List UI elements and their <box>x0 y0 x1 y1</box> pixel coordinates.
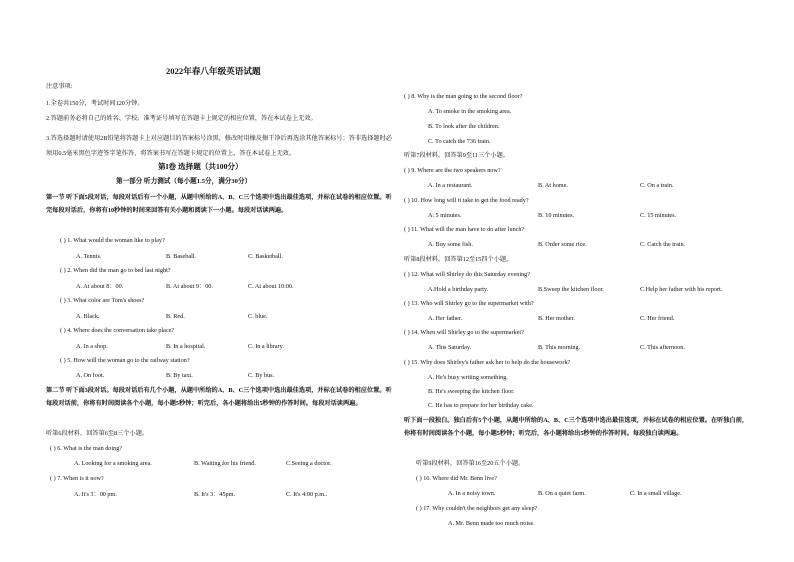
question-1: ( ) 1. What would the woman like to play? <box>60 237 165 244</box>
question-15: ( ) 15. Why does Shirley's father ask her to help do the housework? <box>404 359 571 366</box>
question-2: ( ) 2. When did the man go to bed last night? <box>60 267 171 274</box>
q10-option-c: C. 15 minutes. <box>640 212 677 219</box>
question-17: ( ) 17. Why couldn't the neighbors get any sleep? <box>416 505 538 512</box>
q15-option-b: B. He's sweeping the kitchen floor. <box>428 388 515 395</box>
question-9: ( ) 9. Where are the two speakers now? <box>404 167 501 174</box>
q10-option-b: B. 10 minutes. <box>538 212 575 219</box>
question-10: ( ) 10. How long will it take to get the food ready? <box>404 197 529 204</box>
q4-option-c: C. In a library. <box>248 343 284 350</box>
q1-option-a: A. Tennis. <box>76 253 102 260</box>
section2-instructions: 第二节 听下面3段对话。每段对话后有几个小题，从题中所给的A、B、C三个选项中选出最佳选项，并标在试卷的相应位置。听每段对话前，你将有时间阅读各个小题，每小题5秒钟；听完后，各小题将给出5秒钟的作答时间。每段对话读两遍。 <box>46 387 392 407</box>
q6-option-a: A. Looking for a smoking area. <box>74 460 152 467</box>
q9-option-c: C. On a train. <box>640 182 674 189</box>
q3-option-a: A. Black. <box>76 313 100 320</box>
question-4: ( ) 4. Where does the conversation take place? <box>60 327 175 334</box>
question-13: ( ) 13. Who will Shirley go to the supermarket with? <box>404 300 534 307</box>
q16-option-c: C. In a small village. <box>630 490 682 497</box>
material-9-heading: 听第9段材料，回答第16至20五个小题。 <box>416 460 525 467</box>
q5-option-a: A. On foot. <box>76 372 105 379</box>
q17-option-a: A. Mr. Benn made too much noise. <box>448 520 535 527</box>
question-3: ( ) 3. What color are Tom's shoes? <box>60 297 145 304</box>
q7-option-b: B. It's 3：45pm. <box>194 491 235 498</box>
q6-option-c: C.Seeing a doctor. <box>286 460 332 467</box>
q2-option-c: C. At about 10:00. <box>248 283 294 290</box>
q4-option-b: B. In a hospital. <box>166 343 206 350</box>
question-16: ( ) 16. Where did Mr. Benn live? <box>416 475 497 482</box>
q3-option-c: C. blue. <box>248 313 268 320</box>
q12-option-c: C.Help her father with his report. <box>640 286 723 293</box>
exam-title: 2022年春八年级英语试题 <box>166 66 261 76</box>
q1-option-b: B. Baseball. <box>166 253 197 260</box>
material-7-heading: 听第7段材料，回答第9至11三个小题。 <box>404 152 509 159</box>
q13-option-b: B. Her mother. <box>538 315 575 322</box>
q9-option-b: B. At home. <box>538 182 568 189</box>
q4-option-a: A. In a shop. <box>76 343 108 350</box>
question-11: ( ) 11. What will the man have to do after lunch? <box>404 226 525 233</box>
question-12: ( ) 12. What will Shirley do this Saturday evening? <box>404 271 531 278</box>
q9-option-a: A. In a restaurant. <box>428 182 473 189</box>
material-8-heading: 听第8段材料，回答第12至15四个小题。 <box>404 256 513 263</box>
q16-option-a: A. In a noisy town. <box>448 490 496 497</box>
q11-option-b: B. Order some rice. <box>538 241 587 248</box>
q12-option-b: B.Sweep the kitchen floor. <box>538 286 604 293</box>
q7-option-a: A. It's 3：00 pm. <box>74 491 117 498</box>
part-title: 第I卷 选择题（共100分） <box>158 162 243 171</box>
question-14: ( ) 14. When will Shirley go to the supermarket? <box>404 329 524 336</box>
q12-option-a: A.Hold a birthday party. <box>428 286 489 293</box>
q5-option-c: C. By bus. <box>248 372 275 379</box>
listening-title: 第一部分 听力测试（每小题1.5分，满分30分） <box>116 178 252 185</box>
q1-option-c: C. Basketball. <box>248 253 283 260</box>
q2-option-b: B. At about 9：00. <box>166 283 213 290</box>
q8-option-b: B. To look after the children. <box>428 123 500 130</box>
question-8: ( ) 8. Why is the man going to the second floor? <box>404 93 523 100</box>
q3-option-b: B. Red. <box>166 313 185 320</box>
q14-option-a: A. This Saturday. <box>428 344 472 351</box>
q6-option-b: B. Waiting for his friend. <box>194 460 256 467</box>
material-6-heading: 听第6段材料，回答第6至8三个小题。 <box>46 430 149 437</box>
question-6: ( ) 6. What is the man doing? <box>50 445 123 452</box>
q16-option-b: B. On a quiet farm. <box>538 490 586 497</box>
q11-option-a: A. Buy some fish. <box>428 241 473 248</box>
q11-option-c: C. Catch the train. <box>640 241 686 248</box>
section3-instructions: 听下面一段独白。独白后有5个小题，从题中所给的A、B、C三个选项中选出最佳选项，并标在试卷的相应位置。在听独白前，你将有时间阅读各个小题，每小题5秒钟；听完后，各小题将给出5秒钟的作答时间。每段独白读两遍。 <box>404 417 749 437</box>
q10-option-a: A. 5 minutes. <box>428 212 462 219</box>
q15-option-a: A. He's busy writing something. <box>428 374 508 381</box>
q8-option-a: A. To smoke in the smoking area. <box>428 108 512 115</box>
section1-instructions: 第一节 听下面5段对话，每段对话后有一个小题，从题中所给的A、B、C三个选项中选出最佳选项，并标在试卷的相应位置。听完每段对话后，你将有10秒钟的时间来回答有关小题和阅读下一小题。每段对话读两遍。 <box>46 194 392 214</box>
q14-option-b: B. This morning. <box>538 344 581 351</box>
q15-option-c: C. He has to prepare for her birthday cake. <box>428 402 534 409</box>
question-7: ( ) 7. When is it now? <box>50 475 104 482</box>
note-1: 1.全卷共150分，考试时间120分钟。 <box>46 100 144 107</box>
notes-heading: 注意事项: <box>46 83 73 90</box>
q14-option-c: C. This afternoon. <box>640 344 685 351</box>
q7-option-c: C. It's 4:00 p.m.. <box>286 491 328 498</box>
note-3: 3.答选择题时请使用2B铅笔将答题卡上对应题目的答案标号涂黑，修改时用橡皮擦干净后再选涂其他答案标号；答非选择题时必须用0.5毫米黑色字迹签字笔作答，将答案书写在答题卡规定的位置上，答在本试卷上无效。 <box>46 135 392 157</box>
q13-option-c: C. Her friend. <box>640 315 675 322</box>
q2-option-a: A. At about 8：00. <box>76 283 124 290</box>
q8-option-c: C. To catch the 736 train. <box>428 138 491 145</box>
question-5: ( ) 5. How will the woman go to the railway station? <box>60 357 190 364</box>
q5-option-b: B. By taxi. <box>166 372 193 379</box>
q13-option-a: A. Her father. <box>428 315 463 322</box>
note-2: 2.答题前务必将自己的姓名、学校、准考证号填写在答题卡上规定的相应位置，答在本试卷上无效。 <box>46 115 317 122</box>
